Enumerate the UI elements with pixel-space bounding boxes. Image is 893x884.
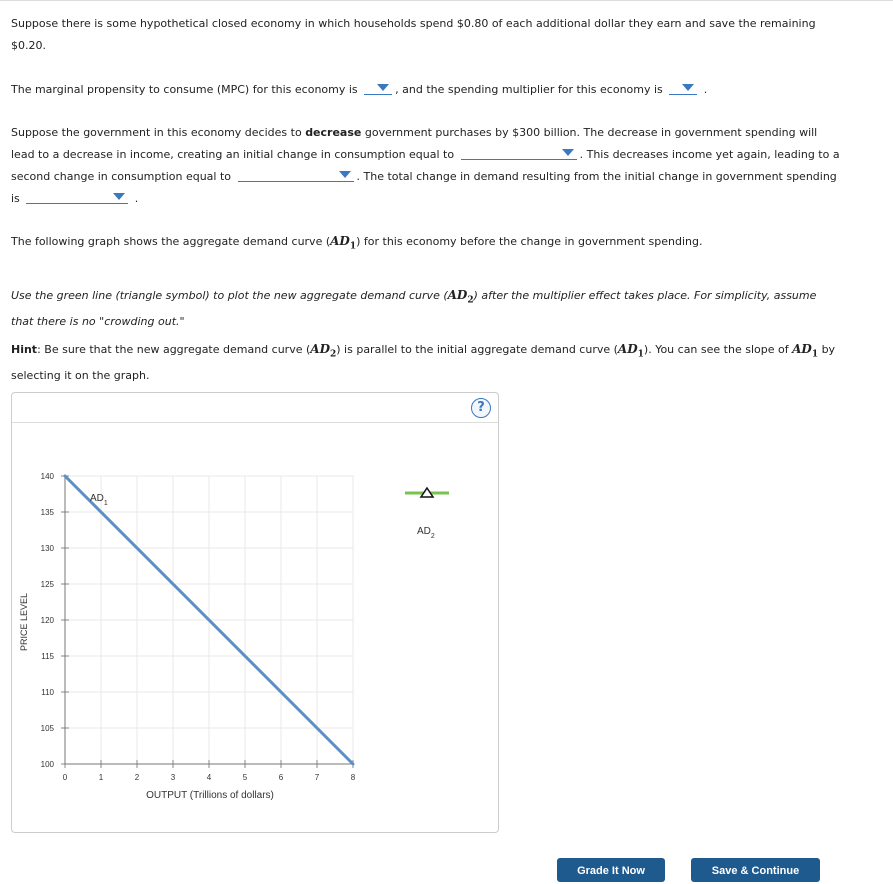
x-axis-label: OUTPUT (Trillions of dollars): [146, 790, 274, 801]
x-tick-label: 4: [206, 773, 212, 782]
ad1-curve-label: $AD_1$: [90, 493, 108, 507]
ad2-palette-tool[interactable]: [405, 488, 449, 540]
ad2-palette-label: $AD_2$: [417, 526, 435, 540]
x-tick-label: 8: [350, 773, 356, 782]
y-axis-label: PRICE LEVEL: [19, 592, 29, 652]
question-mpc: The marginal propensity to consume (MPC) for this economy is , and the spending multiplier for this economy is .: [11, 83, 708, 96]
y-tick-label: 135: [40, 508, 54, 517]
y-tick-label: 100: [40, 760, 54, 769]
y-tick-label: 130: [40, 544, 54, 553]
y-tick-label: 105: [40, 724, 54, 733]
question-government: Suppose the government in this economy decides to decrease government purchases by $300 billion. The decrease in government spending will lead to a decrease in income, creating an initial change in consumption equal to . This decreases income yet again, leading to a second change in consumption equal to . The total change in demand resulting from the initial change in government spending is .: [11, 126, 840, 205]
help-icon[interactable]: ?: [471, 398, 491, 418]
x-tick-label: 5: [242, 773, 248, 782]
y-tick-label: 140: [40, 472, 54, 481]
y-tick-label: 125: [40, 580, 54, 589]
intro-text: Suppose there is some hypothetical closed economy in which households spend $0.80 of each additional dollar they earn and save the remaining $0.20.: [11, 17, 816, 52]
x-tick-label: 0: [62, 773, 68, 782]
x-tick-label: 2: [134, 773, 140, 782]
grade-it-now-button[interactable]: Grade It Now: [557, 858, 665, 882]
x-tick-label: 3: [170, 773, 176, 782]
x-tick-label: 7: [314, 773, 320, 782]
x-tick-label: 1: [98, 773, 104, 782]
y-tick-label: 120: [40, 616, 54, 625]
y-tick-label: 110: [41, 688, 54, 697]
instruction-text: Use the green line (triangle symbol) to plot the new aggregate demand curve $(AD_2)$ after the multiplier effect takes place. For simplicity, assume that there is no "crowding out.": [11, 288, 817, 329]
hint-text: Hint: Be sure that the new aggregate demand curve $(AD_2)$ is parallel to the initial aggregate demand curve $(AD_1)$. You can see the slope of $AD_1$ by selecting it on the graph.: [11, 342, 836, 383]
graph-intro-text: The following graph shows the aggregate demand curve $(AD_1)$ for this economy before the change in government spending.: [11, 234, 703, 252]
x-tick-label: 6: [278, 773, 284, 782]
save-continue-button[interactable]: Save & Continue: [691, 858, 820, 882]
y-tick-label: 115: [41, 652, 54, 661]
